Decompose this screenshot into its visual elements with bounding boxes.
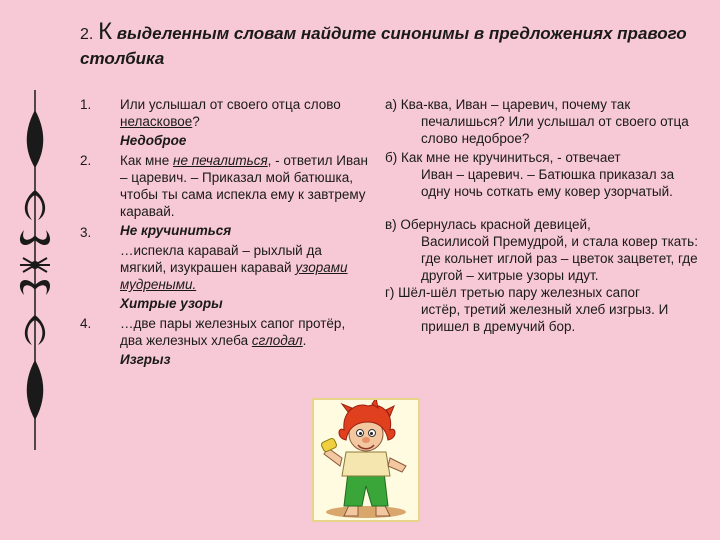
item-sentence: …испекла каравай – рыхлый да мягкий, изукрашен каравай узорами мудреными. [120, 243, 348, 292]
item-sentence: Как мне не печалиться, - ответил Иван – царевич. – Приказал мой батюшка, чтобы ты сама испекла ему к завтрему каравай. [120, 153, 368, 219]
item-number: 4. [80, 316, 92, 331]
item-number: 3. [80, 225, 92, 240]
page-title [80, 20, 690, 71]
list-item [80, 96, 370, 149]
list-item [80, 315, 370, 368]
synonym-answer: Изгрыз [120, 352, 171, 367]
title-first-letter: К [98, 18, 113, 45]
highlighted-word: не печалиться [173, 153, 268, 168]
left-column [80, 96, 370, 371]
cartoon-picture [312, 398, 420, 522]
sentence-continuation: Иван – царевич. – Батюшка приказал за одну ночь соткать ему ковер узорчатый. [421, 167, 675, 199]
title-number: 2. [80, 26, 94, 43]
sentence-continuation: истёр, третий железный хлеб изгрыз. И пришел в дремучий бор. [421, 302, 669, 334]
sentence-first-line: б) Как мне не кручиниться, - отвечает [385, 150, 621, 165]
cartoon-boy-icon [314, 400, 418, 520]
highlighted-word: неласковое [120, 114, 193, 129]
right-column [385, 96, 705, 349]
synonym-answer: Хитрые узоры [120, 296, 223, 311]
sentence-continuation: печалишься? Или услышал от своего отца слово недоброе? [421, 114, 689, 146]
sentence-first-line: в) Обернулась красной девицей, [385, 217, 591, 232]
synonym-answer: Недоброе [120, 133, 187, 148]
highlighted-word: узорами мудреными. [120, 260, 348, 292]
item-number: 1. [80, 97, 92, 112]
sentence-first-line: а) Ква-ква, Иван – царевич, почему так [385, 97, 631, 112]
sentence-first-line: г) Шёл-шёл третью пару железных сапог [385, 285, 640, 300]
highlighted-word: сглодал [251, 333, 303, 348]
decorative-scroll-icon [10, 90, 60, 450]
title-text: выделенным словам найдите синонимы в предложениях правого столбика [80, 24, 687, 68]
item-sentence: Или услышал от своего отца слово неласковое? [120, 97, 341, 129]
sentence-item [385, 96, 705, 147]
list-item [80, 152, 370, 239]
sentence-continuation: Василисой Премудрой, и стала ковер ткать: где кольнет иглой раз – цветок зацветет, где другой – хитрые узоры идут. [421, 234, 698, 283]
synonym-answer: Не кручиниться [120, 223, 232, 238]
item-sentence: …две пары железных сапог протёр, два железных хлеба сглодал. [120, 316, 346, 348]
sentence-item [385, 216, 705, 284]
sentence-item [385, 284, 705, 335]
sentence-item [385, 149, 705, 200]
item-number: 2. [80, 153, 92, 168]
